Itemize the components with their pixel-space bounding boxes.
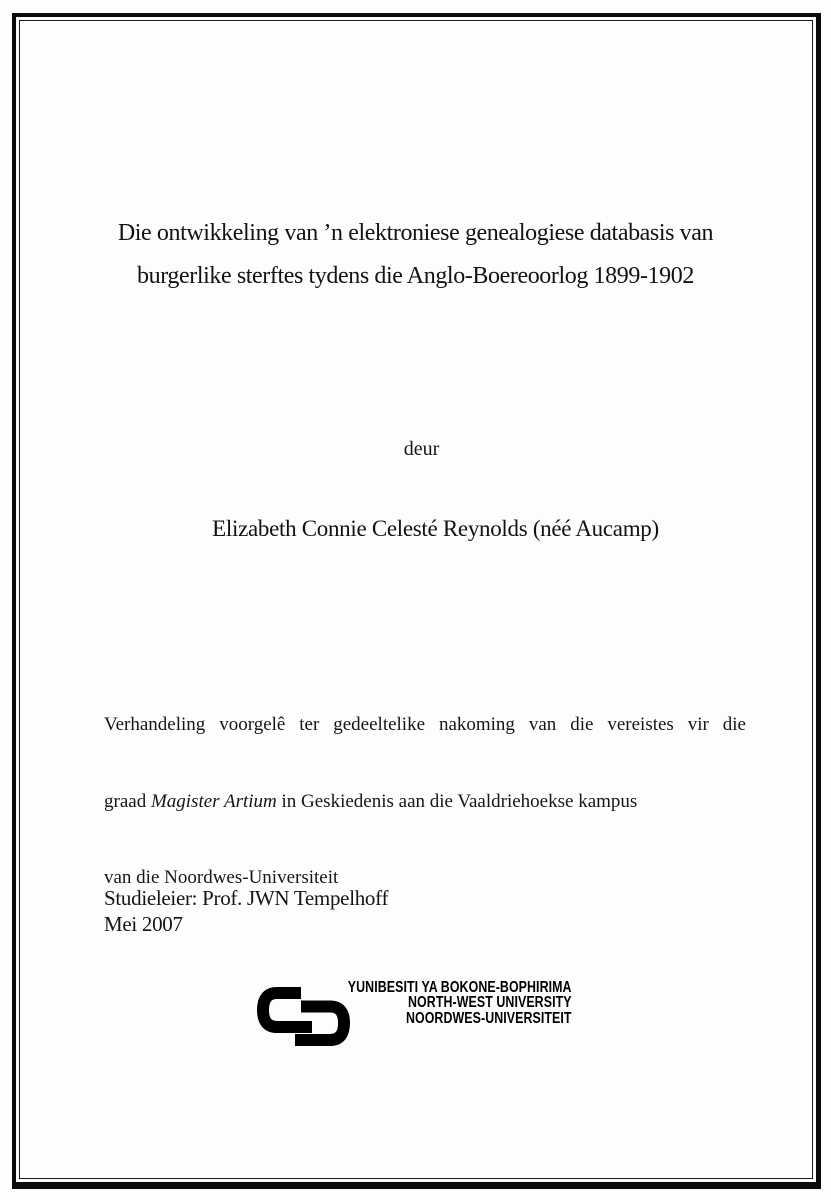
date-line: Mei 2007 [104,911,183,936]
thesis-title-line2: burgerlike sterftes tydens die Anglo-Boereoorlog 1899-1902 [137,263,694,289]
nwu-name-english: NORTH-WEST UNIVERSITY [408,994,572,1012]
degree-statement-line2-prefix: graad [104,790,151,812]
degree-statement-line2 [104,789,746,815]
degree-statement-line3: van die Noordwes-Universiteit [104,867,339,888]
nwu-logo-text [314,980,572,1026]
degree-statement-line1: Verhandeling voorgelê ter gedeeltelike nakoming van die vereistes vir die [104,714,746,735]
thesis-title-line1: Die ontwikkeling van ’n elektroniese genealogiese databasis van [117,220,714,246]
supervisor-line: Studieleier: Prof. JWN Tempelhoff [104,886,389,910]
degree-name-italic: Magister Artium [150,790,277,812]
byline-deur: deur [403,438,440,460]
thesis-title [0,212,831,298]
supervisor-block [104,886,388,937]
degree-statement-line2-suffix: in Geskiedenis aan die Vaaldriehoekse kampus [276,790,638,812]
nwu-name-setswana: YUNIBESITI YA BOKONE-BOPHIRIMA [347,979,572,996]
nwu-name-afrikaans: NOORDWES-UNIVERSITEIT [405,1009,572,1027]
nwu-logo [256,977,586,1055]
author-name: Elizabeth Connie Celesté Reynolds (néé Aucamp) [212,516,659,541]
